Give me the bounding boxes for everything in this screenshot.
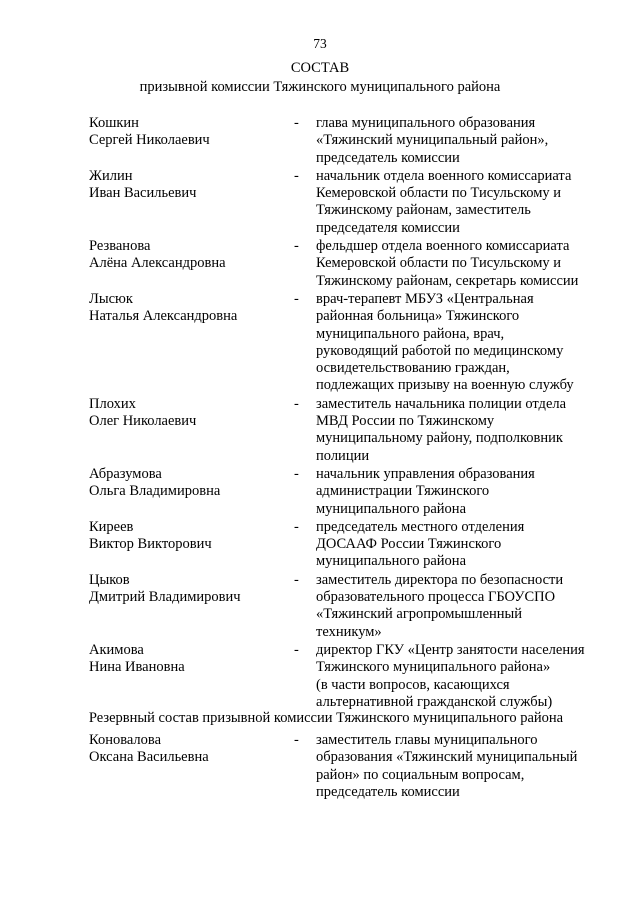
member-entry xyxy=(89,642,609,711)
separator-dash: - xyxy=(294,571,299,588)
member-position xyxy=(316,519,606,571)
position-line: «Тяжинский агропромышленный xyxy=(316,606,523,623)
position-line: врач-терапевт МБУЗ «Центральная xyxy=(316,290,534,307)
position-line: заместитель начальника полиции отдела xyxy=(316,395,567,412)
member-entry xyxy=(89,519,609,571)
position-line: руководящий работой по медицинскому xyxy=(316,342,564,359)
position-line: начальник управления образования xyxy=(316,465,535,482)
separator-dash: - xyxy=(294,641,299,658)
document-subtitle: призывной комиссии Тяжинского муниципального района xyxy=(139,79,501,95)
member-name xyxy=(89,396,289,431)
separator-dash: - xyxy=(294,115,299,131)
position-line: Кемеровской области по Тисульскому и xyxy=(316,255,562,272)
member-given-names: Олег Николаевич xyxy=(89,413,197,430)
member-name xyxy=(89,238,289,273)
member-name xyxy=(89,572,289,607)
separator-dash: - xyxy=(294,465,299,482)
member-position xyxy=(316,238,606,290)
position-line: подлежащих призыву на военную службу xyxy=(316,377,574,394)
member-name xyxy=(89,732,289,767)
member-name xyxy=(89,168,289,203)
member-given-names: Ольга Владимировна xyxy=(89,483,221,500)
position-line: фельдшер отдела военного комиссариата xyxy=(316,238,570,255)
separator-dash: - xyxy=(294,167,299,184)
member-position xyxy=(316,572,606,641)
position-line: ДОСААФ России Тяжинского xyxy=(316,536,502,553)
member-position xyxy=(316,115,606,167)
position-line: альтернативной гражданской службы) xyxy=(316,693,553,710)
position-line: муниципального района, врач, xyxy=(316,325,505,342)
position-line: Тяжинскому районам, секретарь комиссии xyxy=(316,272,579,289)
member-position xyxy=(316,732,606,801)
page-number: 73 xyxy=(313,36,327,51)
member-surname: Киреев xyxy=(89,518,134,535)
position-line: муниципальному району, подполковник xyxy=(316,430,563,447)
member-entry xyxy=(89,168,609,237)
position-line: освидетельствованию граждан, xyxy=(316,360,510,377)
position-line: Тяжинского муниципального района» xyxy=(316,659,551,676)
position-line: заместитель директора по безопасности xyxy=(316,571,564,588)
position-line: Тяжинскому районам, заместитель xyxy=(316,202,531,219)
member-entry xyxy=(89,732,609,801)
member-entry xyxy=(89,115,609,167)
member-given-names: Иван Васильевич xyxy=(89,185,197,202)
member-name xyxy=(89,642,289,677)
member-entry xyxy=(89,572,609,641)
position-line: образования «Тяжинский муниципальный xyxy=(316,749,578,766)
position-line: начальник отдела военного комиссариата xyxy=(316,167,572,184)
separator-dash: - xyxy=(294,518,299,535)
position-line: председатель местного отделения xyxy=(316,518,525,535)
position-line: образовательного процесса ГБОУСПО xyxy=(316,589,556,606)
document-title: СОСТАВ xyxy=(290,60,350,76)
member-position xyxy=(316,168,606,237)
position-line: район» по социальным вопросам, xyxy=(316,766,525,783)
member-surname: Резванова xyxy=(89,238,151,255)
member-given-names: Сергей Николаевич xyxy=(89,132,210,149)
member-position xyxy=(316,642,606,711)
position-line: председатель комиссии xyxy=(316,149,460,166)
separator-dash: - xyxy=(294,290,299,307)
member-entry xyxy=(89,466,609,518)
member-surname: Акимова xyxy=(89,641,144,658)
reserve-members-list xyxy=(89,732,609,802)
position-line: МВД России по Тяжинскому xyxy=(316,413,495,430)
position-line: администрации Тяжинского xyxy=(316,483,490,500)
member-name xyxy=(89,519,289,554)
member-entry xyxy=(89,238,609,290)
member-name xyxy=(89,466,289,501)
position-line: Кемеровской области по Тисульскому и xyxy=(316,185,562,202)
separator-dash: - xyxy=(294,732,299,748)
member-given-names: Оксана Васильевна xyxy=(89,749,209,766)
member-given-names: Виктор Викторович xyxy=(89,536,212,553)
separator-dash: - xyxy=(294,238,299,255)
member-surname: Цыков xyxy=(89,571,130,588)
member-given-names: Наталья Александровна xyxy=(89,308,238,325)
member-position xyxy=(316,466,606,518)
member-position xyxy=(316,291,606,395)
position-line: председателя комиссии xyxy=(316,219,460,236)
member-surname: Абразумова xyxy=(89,465,162,482)
member-surname: Кошкин xyxy=(89,115,139,131)
member-surname: Коновалова xyxy=(89,732,162,748)
position-line: районная больница» Тяжинского xyxy=(316,308,520,325)
member-entry xyxy=(89,291,609,395)
member-given-names: Дмитрий Владимирович xyxy=(89,589,241,606)
position-line: (в части вопросов, касающихся xyxy=(316,676,510,693)
member-surname: Жилин xyxy=(89,167,133,184)
member-given-names: Алёна Александровна xyxy=(89,255,226,272)
commission-members-list xyxy=(89,115,609,712)
position-line: «Тяжинский муниципальный район», xyxy=(316,132,549,149)
position-line: техникум» xyxy=(316,623,382,640)
position-line: директор ГКУ «Центр занятости населения xyxy=(316,641,585,658)
member-name xyxy=(89,115,289,150)
member-surname: Плохих xyxy=(89,395,136,412)
position-line: заместитель главы муниципального xyxy=(316,732,538,748)
member-entry xyxy=(89,396,609,465)
position-line: глава муниципального образования xyxy=(316,115,536,131)
member-given-names: Нина Ивановна xyxy=(89,659,185,676)
position-line: председатель комиссии xyxy=(316,783,460,800)
position-line: муниципального района xyxy=(316,500,466,517)
position-line: муниципального района xyxy=(316,553,466,570)
member-position xyxy=(316,396,606,465)
separator-dash: - xyxy=(294,395,299,412)
member-name xyxy=(89,291,289,326)
reserve-section-title: Резервный состав призывной комиссии Тяжинского муниципального района xyxy=(88,710,564,726)
position-line: полиции xyxy=(316,447,370,464)
member-surname: Лысюк xyxy=(89,290,133,307)
